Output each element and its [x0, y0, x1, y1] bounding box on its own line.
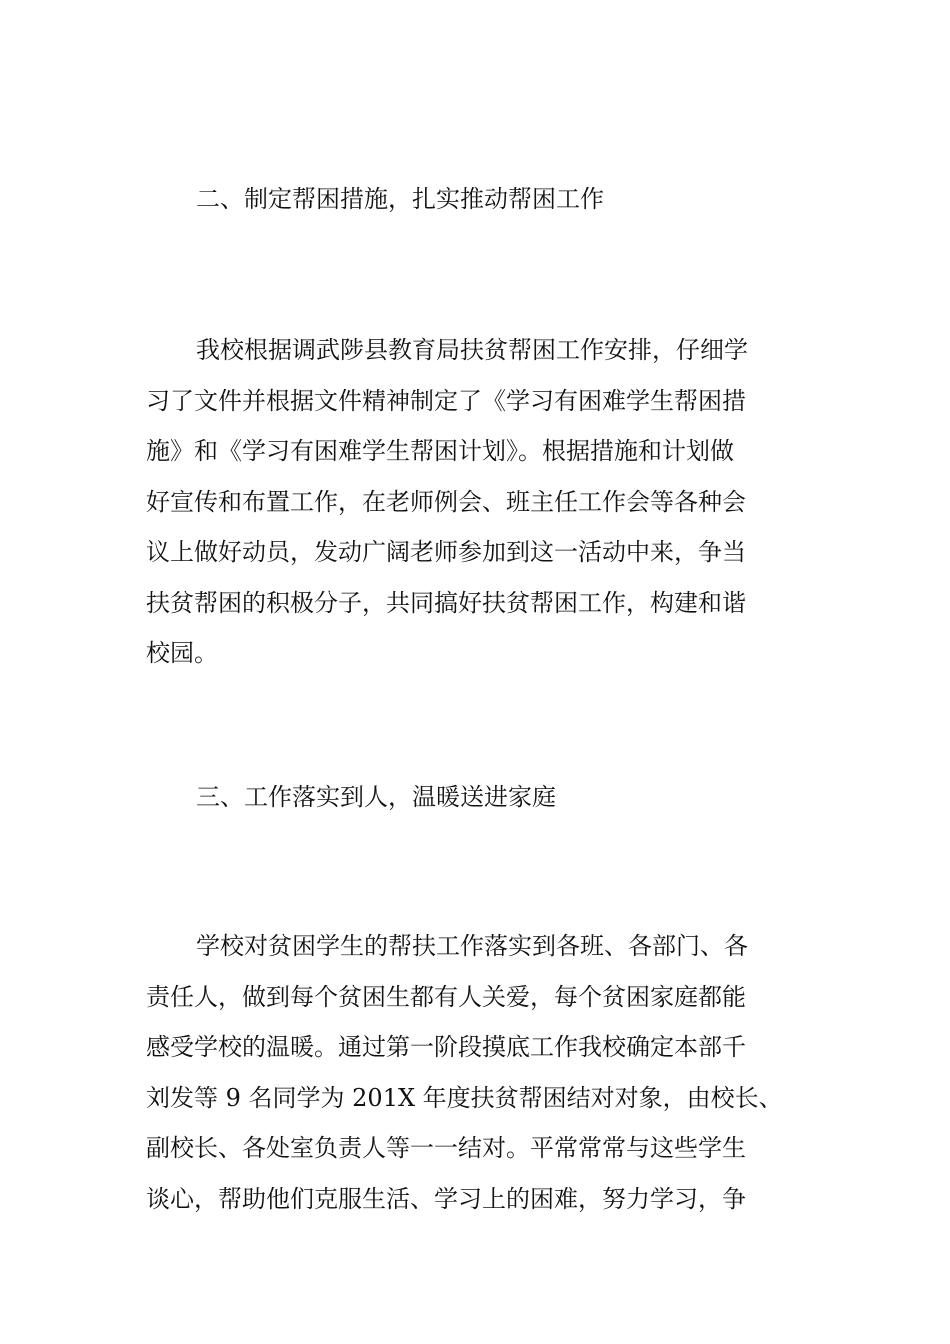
- paragraph-line: 议上做好动员，发动广阔老师参加到这一活动中来，争当: [146, 538, 746, 566]
- paragraph-line: 施》和《学习有困难学生帮困计划》。根据措施和计划做: [146, 437, 734, 465]
- section-2-paragraph: [146, 325, 810, 679]
- section-2-heading: 二、制定帮困措施，扎实推动帮困工作: [196, 185, 604, 213]
- paragraph-line: 副校长、各处室负责人等一一结对。平常常常与这些学生: [146, 1134, 746, 1162]
- paragraph-line: 我校根据调武陟县教育局扶贫帮困工作安排，仔细学: [196, 336, 748, 364]
- paragraph-line: 扶贫帮困的积极分子，共同搞好扶贫帮困工作，构建和谐: [146, 588, 746, 617]
- paragraph-line: 好宣传和布置工作，在老师例会、班主任工作会等各种会: [146, 487, 746, 516]
- paragraph-line: 感受学校的温暖。通过第一阶段摸底工作我校确定本部千: [146, 1033, 746, 1061]
- paragraph-line: 校园。: [146, 639, 218, 667]
- paragraph-line: 责任人，做到每个贫困生都有人关爱，每个贫困家庭都能: [146, 982, 746, 1011]
- section-3-heading: 三、工作落实到人，温暖送进家庭: [196, 783, 556, 811]
- paragraph-line: 谈心，帮助他们克服生活、学习上的困难，努力学习，争: [146, 1184, 746, 1213]
- section-3-paragraph: [146, 921, 810, 1224]
- paragraph-line: 学校对贫困学生的帮扶工作落实到各班、各部门、各: [196, 932, 748, 960]
- paragraph-line: 习了文件并根据文件精神制定了《学习有困难学生帮困措: [146, 386, 746, 415]
- paragraph-line: 刘发等 9 名同学为 201X 年度扶贫帮困结对对象，由校长、: [146, 1083, 783, 1112]
